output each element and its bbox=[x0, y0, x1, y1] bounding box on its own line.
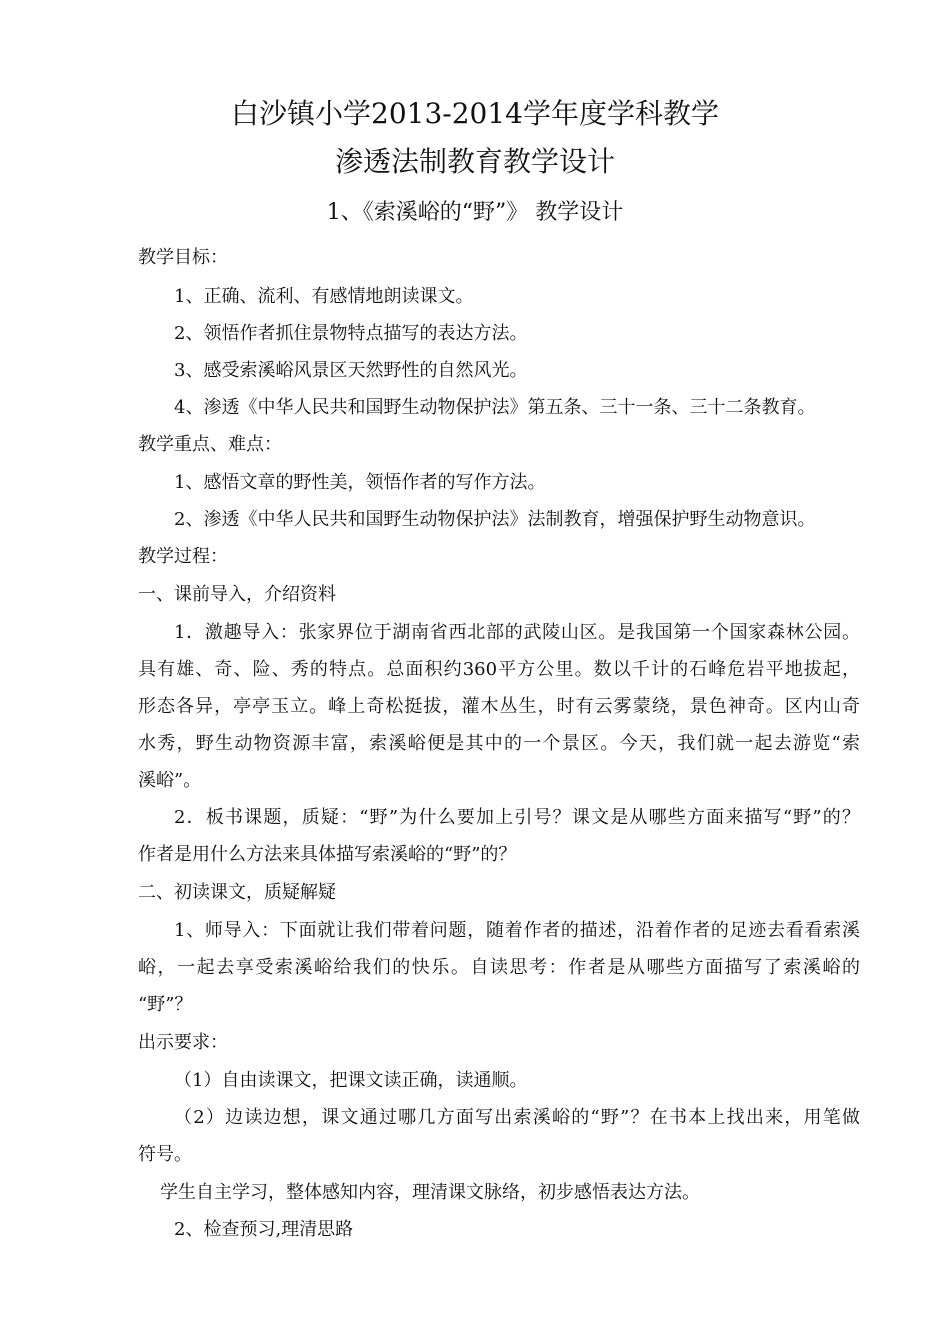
requirement-item: （1）自由读课文，把课文读正确，读通顺。 bbox=[174, 1070, 528, 1091]
paragraph-line: 具有雄、奇、险、秀的特点。总面积约360平方公里。数以千计的石峰危岩平地拔起， bbox=[138, 659, 860, 680]
document-title-line2: 渗透法制教育教学设计 bbox=[334, 145, 615, 178]
paragraph-line: 2、检查预习,理清思路 bbox=[174, 1219, 354, 1240]
objectives-heading: 教学目标： bbox=[138, 247, 228, 268]
paragraph-line: 2．板书课题，质疑：“野”为什么要加上引号？课文是从哪些方面来描写“野”的？ bbox=[174, 807, 860, 828]
paragraph-line: 水秀，野生动物资源丰富，索溪峪便是其中的一个景区。今天，我们就一起去游览“索 bbox=[138, 733, 860, 754]
paragraph-line: 1、师导入：下面就让我们带着问题，随着作者的描述，沿着作者的足迹去看看索溪 bbox=[174, 920, 860, 941]
paragraph-line: 作者是用什么方法来具体描写索溪峪的“野”的？ bbox=[138, 844, 517, 865]
section1-heading: 一、课前导入，介绍资料 bbox=[138, 584, 336, 605]
objective-item: 3、感受索溪峪风景区天然野性的自然风光。 bbox=[174, 360, 528, 381]
paragraph-line: 形态各异，亭亭玉立。峰上奇松挺拔，灌木丛生，时有云雾蒙绕，景色神奇。区内山奇 bbox=[138, 696, 860, 717]
objective-item: 1、正确、流利、有感情地朗读课文。 bbox=[174, 286, 474, 307]
paragraph-line: 溪峪”。 bbox=[138, 770, 202, 791]
key-point-item: 2、渗透《中华人民共和国野生动物保护法》法制教育，增强保护野生动物意识。 bbox=[174, 509, 816, 530]
paragraph-line: “野”？ bbox=[138, 994, 193, 1015]
requirements-heading: 出示要求： bbox=[138, 1032, 228, 1053]
requirement-item: （2）边读边想，课文通过哪几方面写出索溪峪的“野”？在书本上找出来，用笔做 bbox=[174, 1107, 860, 1128]
document-title-line1: 白沙镇小学2013-2014学年度学科教学 bbox=[231, 97, 719, 130]
objective-item: 4、渗透《中华人民共和国野生动物保护法》第五条、三十一条、三十二条教育。 bbox=[174, 397, 816, 418]
paragraph-line: 1．激趣导入：张家界位于湖南省西北部的武陵山区。是我国第一个国家森林公园。 bbox=[174, 622, 860, 643]
lesson-title: 1、《索溪峪的“野”》 教学设计 bbox=[326, 200, 624, 225]
key-point-item: 1、感悟文章的野性美，领悟作者的写作方法。 bbox=[174, 472, 546, 493]
process-heading: 教学过程： bbox=[138, 546, 228, 567]
student-activity: 学生自主学习，整体感知内容，理清课文脉络，初步感悟表达方法。 bbox=[160, 1182, 700, 1203]
key-points-heading: 教学重点、难点： bbox=[138, 434, 282, 455]
paragraph-line: 峪，一起去享受索溪峪给我们的快乐。自读思考：作者是从哪些方面描写了索溪峪的 bbox=[138, 957, 860, 978]
requirement-item: 符号。 bbox=[138, 1144, 192, 1165]
section2-heading: 二、初读课文，质疑解疑 bbox=[138, 882, 336, 903]
objective-item: 2、领悟作者抓住景物特点描写的表达方法。 bbox=[174, 323, 528, 344]
